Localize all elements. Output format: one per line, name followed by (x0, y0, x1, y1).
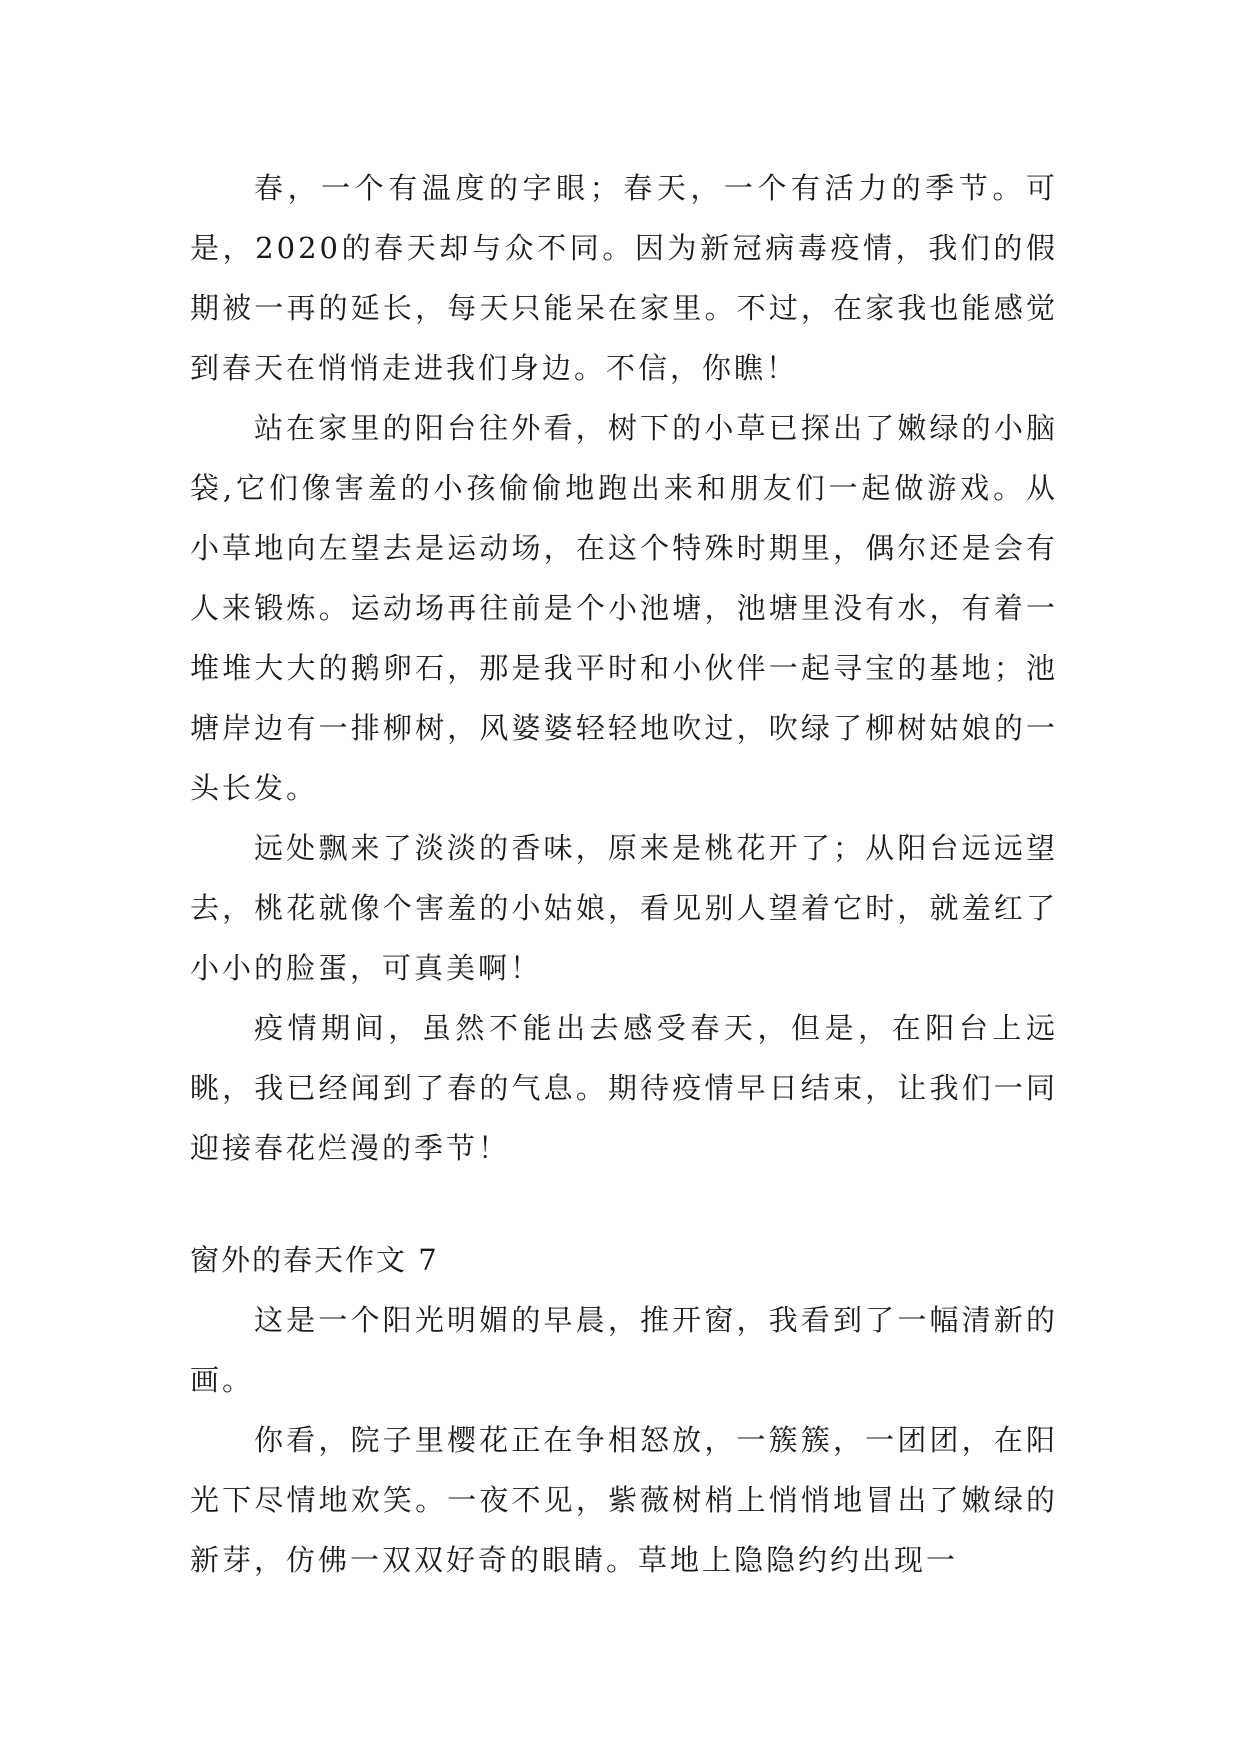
paragraph: 你看，院子里樱花正在争相怒放，一簇簇，一团团，在阳光下尽情地欢笑。一夜不见，紫薇树梢上悄悄地冒出了嫩绿的新芽，仿佛一双双好奇的眼睛。草地上隐隐约约出现一 (190, 1423, 1058, 1577)
paragraph: 远处飘来了淡淡的香味，原来是桃花开了；从阳台远远望去，桃花就像个害羞的小姑娘，看见别人望着它时，就羞红了小小的脸蛋，可真美啊！ (190, 831, 1058, 985)
paragraph: 站在家里的阳台往外看，树下的小草已探出了嫩绿的小脑袋,它们像害羞的小孩偷偷地跑出来和朋友们一起做游戏。从小草地向左望去是运动场，在这个特殊时期里，偶尔还是会有人来锻炼。运动场再往前是个小池塘，池塘里没有水，有着一堆堆大大的鹅卵石，那是我平时和小伙伴一起寻宝的基地；池塘岸边有一排柳树，风婆婆轻轻地吹过，吹绿了柳树姑娘的一头长发。 (190, 411, 1058, 805)
paragraph: 疫情期间，虽然不能出去感受春天，但是，在阳台上远眺，我已经闻到了春的气息。期待疫情早日结束，让我们一同迎接春花烂漫的季节！ (190, 1011, 1058, 1165)
paragraph: 这是一个阳光明媚的早晨，推开窗，我看到了一幅清新的画。 (190, 1303, 1058, 1397)
paragraph: 春，一个有温度的字眼；春天，一个有活力的季节。可是，2020的春天却与众不同。因为新冠病毒疫情，我们的假期被一再的延长，每天只能呆在家里。不过，在家我也能感觉到春天在悄悄走进我们身边。不信，你瞧！ (190, 171, 1058, 385)
section-title: 窗外的春天作文 7 (190, 1243, 439, 1277)
document-body (190, 158, 1058, 1590)
